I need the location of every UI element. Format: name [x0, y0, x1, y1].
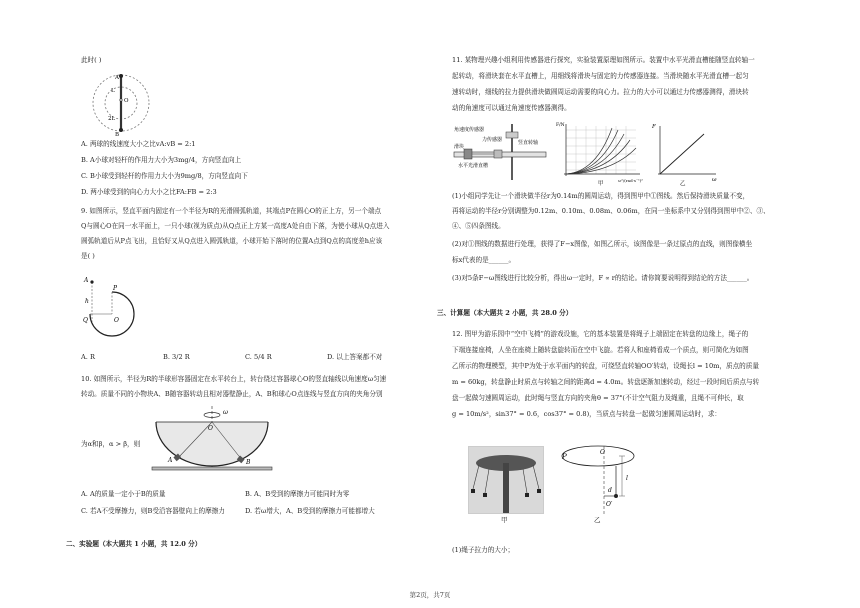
q11-part1-line-3: ④、⑤四条图线。 — [452, 222, 505, 230]
svg-text:B: B — [115, 132, 120, 138]
q12-line-3: 乙所示的物理模型，其中P为处于水平面内的转盘，可绕竖直转轴OO′转动，设绳长l = 10m，质点的质量 — [452, 362, 759, 370]
q12-line-4: m = 60kg，转盘静止时质点与转轴之间的距离d = 4.0m。转盘逐渐加速转动，经过一段时间后质点与转 — [452, 378, 760, 386]
q8-option-d: D. 两小球受到的向心力大小之比FA:FB = 2:3 — [81, 188, 217, 196]
q11-part2-line-2: 标x代表的是______。 — [452, 256, 516, 264]
svg-text:l: l — [626, 475, 628, 482]
q10-option-a: A. A的质量一定小于B的质量 — [81, 490, 166, 498]
svg-text:ω: ω — [712, 177, 717, 183]
q9-line-4: 是( ) — [81, 252, 95, 260]
q10-line-1: 10. 如图所示，半径为R的半球形容器固定在水平转台上，转台绕过容器球心O的竖直轴线以角速度ω匀速 — [81, 375, 387, 383]
svg-text:2L: 2L — [108, 116, 116, 122]
flying-chair-photo — [468, 446, 544, 514]
q9-option-d: D. 以上答案都不对 — [327, 353, 383, 361]
q11-line-4: 动的角速度可以通过角速度传感器测得。 — [452, 104, 571, 112]
q12-line-1: 12. 图甲为游乐园中“空中飞椅”的游戏设施，它的基本装置是将绳子上端固定在转盘的边缘上，绳子的 — [452, 330, 749, 338]
q8-option-a: A. 两球的线速度大小之比vA:vB = 2:1 — [81, 140, 196, 148]
svg-text:水平光滑直槽: 水平光滑直槽 — [458, 163, 489, 169]
svg-text:力传感器: 力传感器 — [482, 137, 503, 143]
q10-option-c: C. 若A不受摩擦力，则B受沿容器壁向上的摩擦力 — [81, 507, 225, 515]
q11-apparatus-figure — [452, 122, 552, 182]
q8-figure — [91, 70, 151, 136]
section-calculation-title: 三、计算题（本大题共 2 小题，共 28.0 分） — [437, 309, 573, 317]
svg-text:O′: O′ — [606, 501, 613, 508]
svg-text:F/N: F/N — [556, 123, 565, 128]
svg-text:ω: ω — [223, 409, 228, 416]
page-number: 第2页，共7页 — [409, 591, 451, 599]
svg-text:B: B — [246, 459, 251, 466]
section-experiment-title: 二、实验题（本大题共 1 小题，共 12.0 分） — [66, 540, 202, 548]
svg-text:O: O — [208, 425, 213, 432]
q10-line-3: 为α和β，α > β，则 — [81, 440, 141, 448]
svg-text:甲: 甲 — [598, 181, 604, 187]
q12-line-2: 下端连接座椅，人坐在座椅上随转盘旋转而在空中飞旋。若将人和座椅看成一个质点，则可简化为如图 — [452, 346, 749, 354]
q11-graph-jia — [556, 120, 646, 186]
svg-text:滑块: 滑块 — [454, 144, 465, 150]
svg-text:L: L — [111, 88, 115, 94]
q9-line-2: Q与圆心O在同一水平面上，一只小球(视为质点)从Q点正上方某一高度A处自由下落，为使小球从Q点进入 — [81, 222, 390, 230]
svg-text:A: A — [84, 277, 89, 284]
q11-part3-line: (3)对5条F−ω图线进行比较分析，得出ω一定时，F ∝ r的结论。请你简要说明得到结论的方法______。 — [452, 274, 754, 282]
q12-line-5: 盘一起做匀速圆周运动，此时绳与竖直方向的夹角θ = 37°(不计空气阻力及绳重，且绳不可伸长，取 — [452, 394, 744, 402]
q11-line-1: 11. 某物理兴趣小组利用传感器进行探究，实验装置原理如图所示。装置中水平光滑直槽能随竖直转轴一 — [452, 56, 755, 64]
svg-text:A: A — [115, 75, 119, 81]
svg-text:d: d — [608, 487, 612, 494]
q12-model-figure — [556, 444, 656, 524]
photo-caption: 甲 — [501, 516, 508, 524]
q11-line-2: 起转动，将滑块套在水平直槽上，用细线将滑块与固定的力传感器连接。当滑块随水平光滑直槽一起匀 — [452, 72, 749, 80]
svg-text:竖直转轴: 竖直转轴 — [518, 140, 539, 146]
q11-part1-line-2: 再将运动的半径r分别调整为0.12m、0.10m、0.08m、0.06m，在同一坐标系中又分别得到图甲中②、③、 — [452, 207, 770, 215]
q10-line-2: 转动。质量不同的小物块A、B随容器转动且相对器壁静止，A、B和球心O点连线与竖直方向的夹角分别 — [81, 390, 383, 398]
q8-option-c: C. B小球受到轻杆的作用力大小为9mg/8，方向竖直向下 — [81, 172, 248, 180]
q10-figure — [148, 406, 278, 476]
q10-option-b: B. A、B受到的摩擦力可能同时为零 — [245, 490, 350, 498]
q8-stem-tail: 此时( ) — [81, 56, 102, 64]
q12-line-6: g = 10m/s²，sin37° = 0.6，cos37° = 0.8)，当质点与转盘一起做匀速圆周运动时，求： — [452, 410, 722, 418]
q10-option-d: D. 若ω增大，A、B受到的摩擦力可能都增大 — [245, 507, 375, 515]
svg-text:乙: 乙 — [680, 181, 686, 187]
svg-text:h: h — [85, 298, 89, 305]
svg-text:P: P — [562, 453, 567, 461]
q9-option-a: A. R — [81, 353, 95, 361]
svg-text:乙: 乙 — [594, 516, 601, 524]
q9-option-c: C. 5/4 R — [245, 353, 272, 361]
svg-text:O: O — [114, 317, 119, 324]
q12-part1: (1)绳子拉力的大小； — [452, 546, 515, 554]
svg-text:O: O — [124, 98, 129, 104]
q8-option-b: B. A小球对轻杆的作用力大小为3mg/4，方向竖直向上 — [81, 156, 242, 164]
q11-part1-line-1: (1)小组同学先让一个滑块做半径r为0.14m的圆周运动，得到图甲中①图线。然后保持滑块质量不变， — [452, 192, 750, 200]
svg-text:角速度传感器: 角速度传感器 — [454, 127, 485, 133]
svg-text:Q: Q — [83, 317, 88, 324]
svg-text:ω²/(rad·s⁻¹)²: ω²/(rad·s⁻¹)² — [618, 178, 643, 183]
svg-text:P: P — [113, 285, 118, 292]
q9-line-1: 9. 如图所示，竖直平面内固定有一个半径为R的光滑圆弧轨道，其端点P在圆心O的正上方，另一个端点 — [81, 207, 382, 215]
q11-line-3: 速转动时，细线的拉力提供滑块做圆周运动需要的向心力。拉力的大小可以通过力传感器测得，滑块转 — [452, 88, 749, 96]
q11-part2-line-1: (2)对①图线的数据进行处理，获得了F−x图像，如图乙所示，该图像是一条过原点的直线，则图像横坐 — [452, 240, 753, 248]
svg-text:F: F — [652, 124, 656, 130]
q9-option-b: B. 3/2 R — [163, 353, 190, 361]
q9-figure — [82, 270, 152, 340]
svg-text:A: A — [168, 457, 173, 464]
q9-line-3: 圆弧轨道后从P点飞出，且恰好又从Q点进入圆弧轨道，小球开始下落时的位置A点到Q点的高度差h应该 — [81, 237, 383, 245]
svg-text:O: O — [600, 449, 605, 456]
q11-graph-yi — [650, 120, 720, 186]
